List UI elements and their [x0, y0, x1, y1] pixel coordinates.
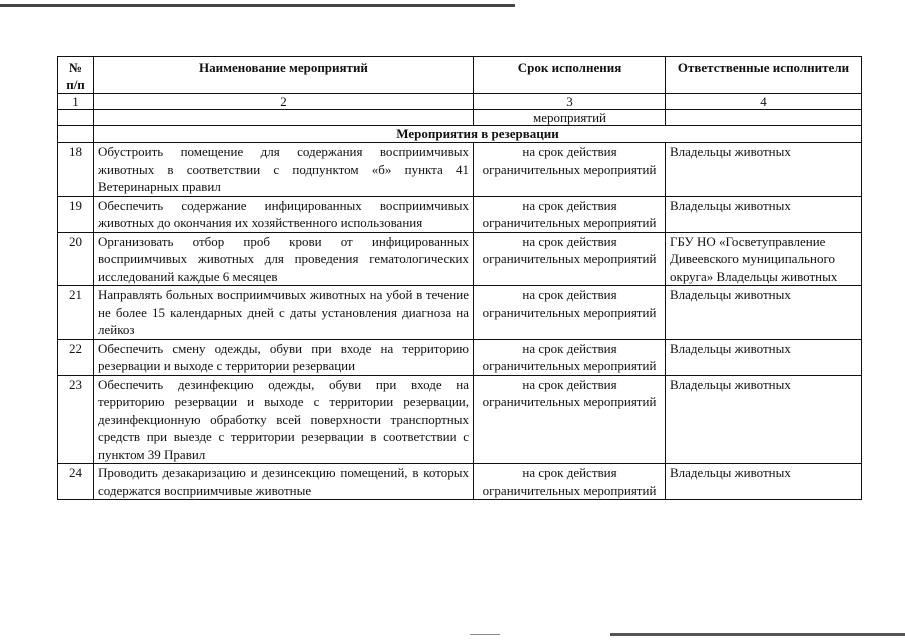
row-measure: Обеспечить смену одежды, обуви при входе на территорию резервации и выходе с территории резервации: [94, 339, 474, 375]
header-resp: Ответственные исполнители: [666, 57, 862, 94]
column-index: 4: [666, 94, 862, 110]
column-index: 2: [94, 94, 474, 110]
header-name: Наименование мероприятий: [94, 57, 474, 94]
continuation-name: [94, 110, 474, 126]
column-index: 3: [474, 94, 666, 110]
row-term: на срок действия ограничительных мероприятий: [474, 339, 666, 375]
row-measure: Обеспечить содержание инфицированных восприимчивых животных до окончания их хозяйственного использования: [94, 196, 474, 232]
row-responsible: Владельцы животных: [666, 339, 862, 375]
table-row: [58, 375, 862, 464]
row-number: 24: [58, 464, 94, 500]
row-measure: Обеспечить дезинфекцию одежды, обуви при входе на территорию резервации и выходе с территории резервации, дезинфекционную обработку всей поверхности транспортных средств при выезде с территории резервации в соответствии с пунктом 39 Правил: [94, 375, 474, 464]
row-number: 20: [58, 232, 94, 286]
row-responsible: Владельцы животных: [666, 286, 862, 340]
table-row: [58, 143, 862, 197]
header-num: № п/п: [58, 57, 94, 94]
row-responsible: Владельцы животных: [666, 375, 862, 464]
column-index-row: [58, 94, 862, 110]
row-measure: Организовать отбор проб крови от инфицированных восприимчивых животных для проведения гематологических исследований каждые 6 месяцев: [94, 232, 474, 286]
row-measure: Проводить дезакаризацию и дезинсекцию помещений, в которых содержатся восприимчивые животные: [94, 464, 474, 500]
table-header-row: [58, 57, 862, 94]
row-term: на срок действия ограничительных мероприятий: [474, 286, 666, 340]
row-responsible: ГБУ НО «Госветуправление Дивеевского муниципального округа» Владельцы животных: [666, 232, 862, 286]
row-responsible: Владельцы животных: [666, 196, 862, 232]
row-term: на срок действия ограничительных мероприятий: [474, 232, 666, 286]
measures-table: [57, 56, 862, 500]
header-term: Срок исполнения: [474, 57, 666, 94]
row-responsible: Владельцы животных: [666, 143, 862, 197]
measures-body: [58, 143, 862, 500]
row-number: 18: [58, 143, 94, 197]
row-term: на срок действия ограничительных мероприятий: [474, 143, 666, 197]
table-row: [58, 232, 862, 286]
column-index: 1: [58, 94, 94, 110]
continuation-row: [58, 110, 862, 126]
continuation-term: мероприятий: [474, 110, 666, 126]
row-number: 19: [58, 196, 94, 232]
scan-edge-top: [0, 4, 515, 7]
row-number: 22: [58, 339, 94, 375]
scan-edge-bottom: [610, 633, 905, 636]
row-measure: Обустроить помещение для содержания восприимчивых животных в соответствии с подпунктом «б» пункта 41 Ветеринарных правил: [94, 143, 474, 197]
section-title: Мероприятия в резервации: [94, 126, 862, 143]
row-responsible: Владельцы животных: [666, 464, 862, 500]
table-row: [58, 339, 862, 375]
continuation-num: [58, 110, 94, 126]
section-row: [58, 126, 862, 143]
table-row: [58, 464, 862, 500]
section-num: [58, 126, 94, 143]
row-term: на срок действия ограничительных мероприятий: [474, 196, 666, 232]
row-term: на срок действия ограничительных мероприятий: [474, 375, 666, 464]
row-term: на срок действия ограничительных мероприятий: [474, 464, 666, 500]
row-number: 23: [58, 375, 94, 464]
table-row: [58, 196, 862, 232]
row-number: 21: [58, 286, 94, 340]
table-row: [58, 286, 862, 340]
row-measure: Направлять больных восприимчивых животных на убой в течение не более 15 календарных дней с даты установления диагноза на лейкоз: [94, 286, 474, 340]
continuation-resp: [666, 110, 862, 126]
scan-mark: [470, 634, 500, 635]
